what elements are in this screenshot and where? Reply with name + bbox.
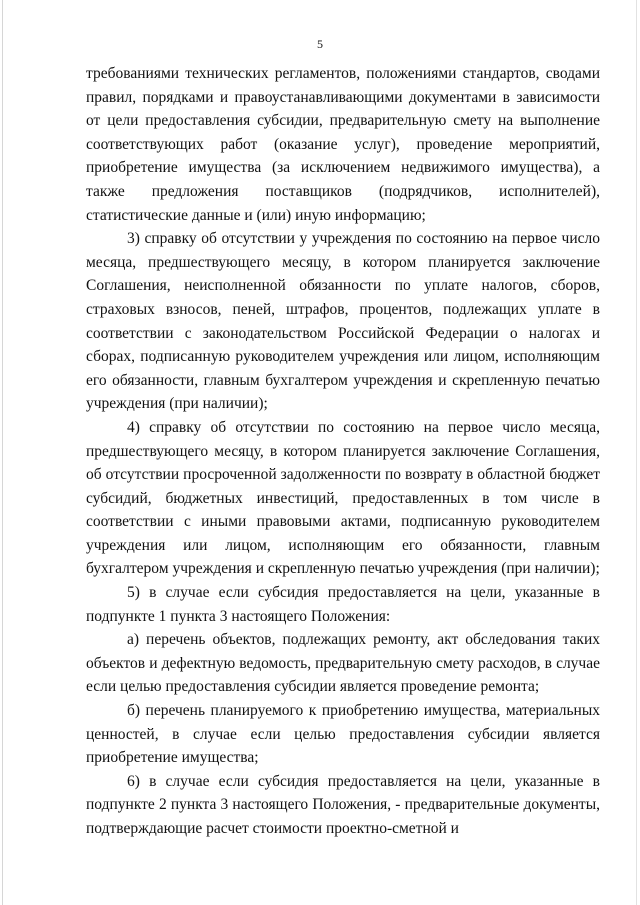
paragraph-item-5a: а) перечень объектов, подлежащих ремонту, акт обследования таких объектов и дефектную ведомость, предварительную смету расходов, в случае если целью предоставления субсидии является проведение ремонта; bbox=[86, 631, 600, 696]
paragraph-item-3: 3) справку об отсутствии у учреждения по состоянию на первое число месяца, предшествующего месяцу, в котором планируется заключение Соглашения, неисполненной обязанности по уплате налогов, сборов, страховых взносов, пеней, штрафов, процентов, подлежащих уплате в соответствии с законодательством Российской Федерации о налогах и сборах, подписанную руководителем учреждения или лицом, исполняющим его обязанности, главным бухгалтером учреждения и скрепленную печатью учреждения (при наличии); bbox=[86, 230, 600, 413]
paragraph-continuation: требованиями технических регламентов, положениями стандартов, сводами правил, порядками и правоустанавливающими документами в зависимости от цели предоставления субсидии, предварительную смету на выполнение соответствующих работ (оказание услуг), проведение мероприятий, приобретение имущества (за исключением недвижимого имущества), а также предложения поставщиков (подрядчиков, исполнителей), статистические данные и (или) иную информацию; bbox=[86, 65, 600, 224]
paragraph-item-5: 5) в случае если субсидия предоставляется на цели, указанные в подпункте 1 пункта 3 настоящего Положения: bbox=[86, 584, 600, 625]
paragraph-item-6: 6) в случае если субсидия предоставляется на цели, указанные в подпункте 2 пункта 3 настоящего Положения, - предварительные документы, подтверждающие расчет стоимости проектно-сметной и bbox=[86, 772, 600, 837]
scan-edge-right bbox=[636, 0, 637, 905]
paragraph-item-4: 4) справку об отсутствии по состоянию на первое число месяца, предшествующего месяцу, в котором планируется заключение Соглашения, об отсутствии просроченной задолженности по возврату в областной бюджет субсидий, бюджетных инвестиций, предоставленных в том числе в соответствии с иными правовыми актами, подписанную руководителем учреждения или лицом, исполняющим его обязанности, главным бухгалтером учреждения и скрепленную печатью учреждения (при наличии); bbox=[86, 418, 600, 578]
page-number: 5 bbox=[317, 37, 323, 51]
document-body bbox=[86, 62, 600, 841]
paragraph-item-5b: б) перечень планируемого к приобретению имущества, материальных ценностей, в случае если целью предоставления субсидии является приобретение имущества; bbox=[86, 702, 600, 767]
scan-edge-left bbox=[2, 0, 3, 905]
